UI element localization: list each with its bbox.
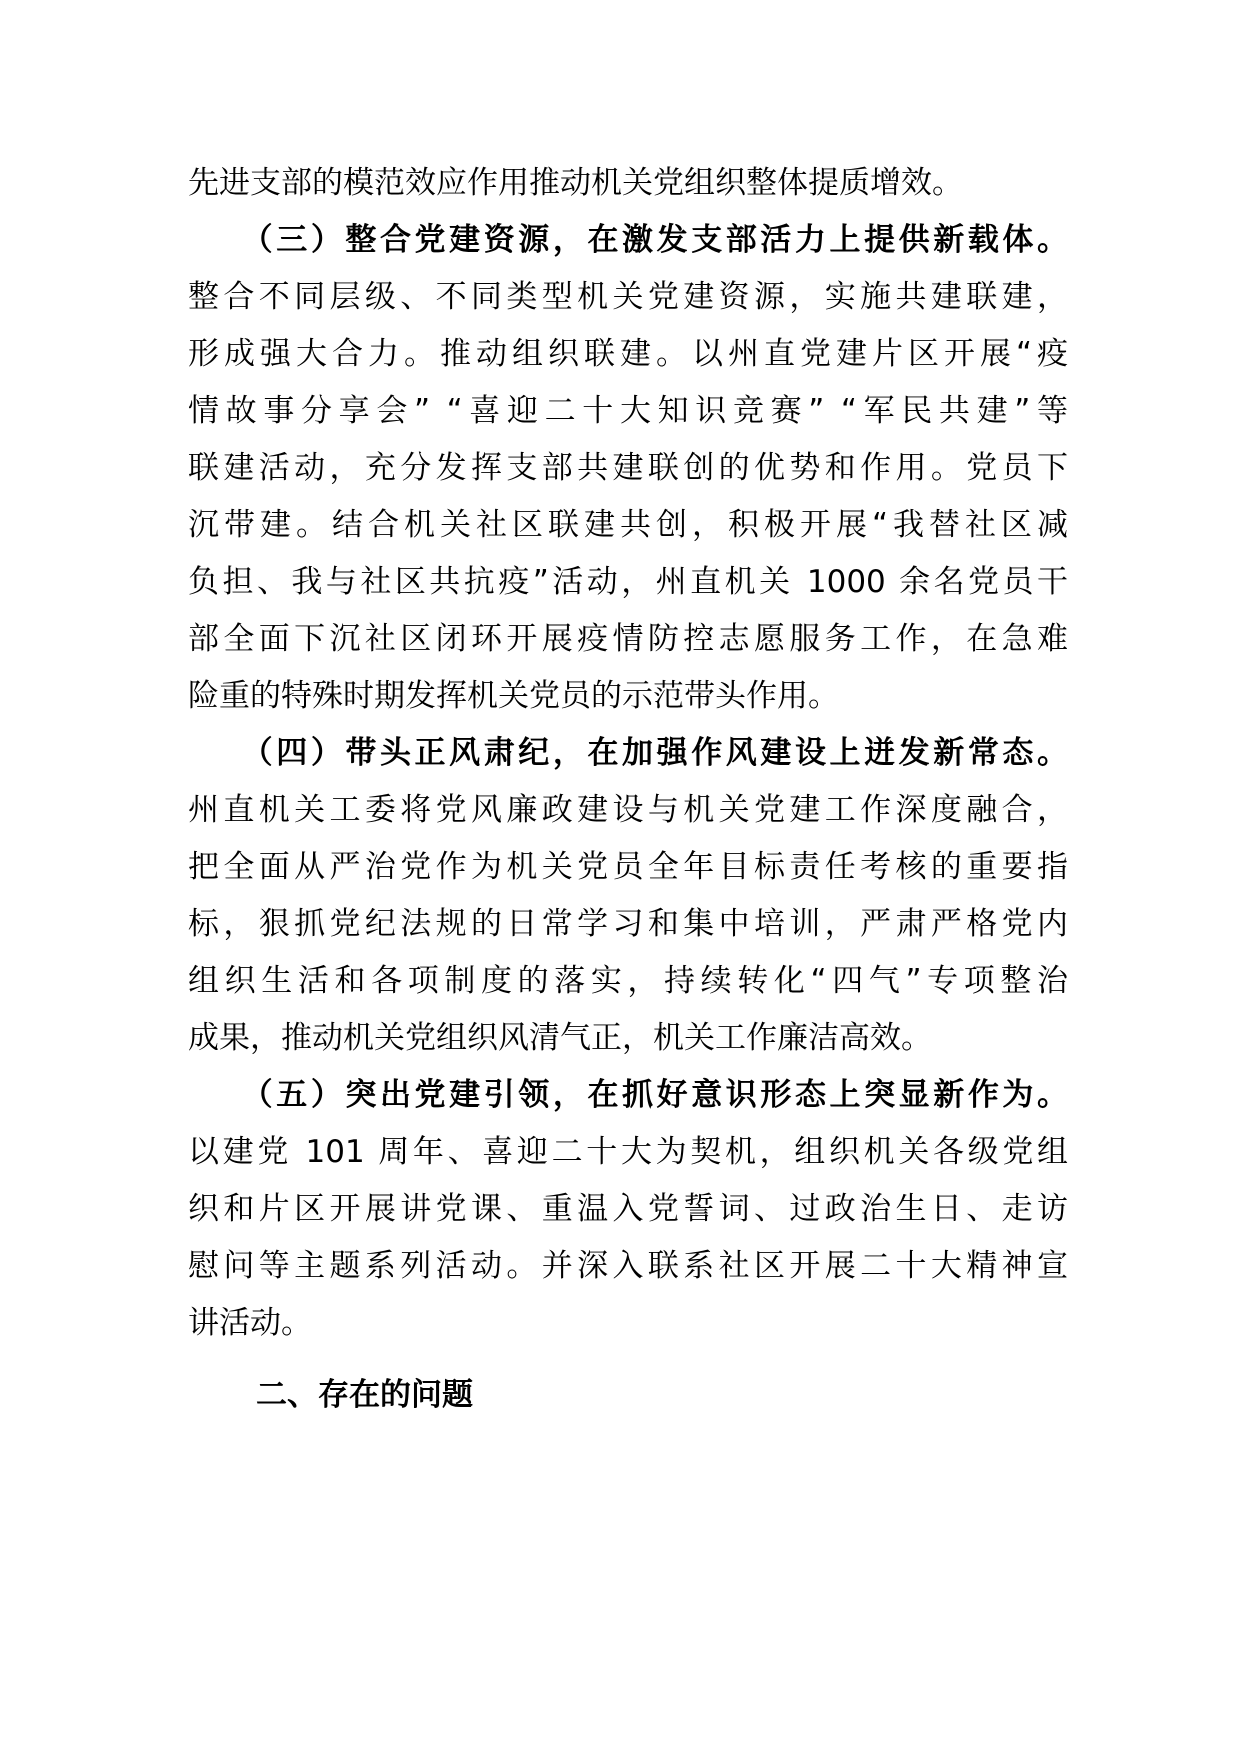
paragraph-line: 组织生活和各项制度的落实，持续转化“四气”专项整治 [188, 963, 1068, 999]
paragraph-line: 险重的特殊时期发挥机关党员的示范带头作用。 [188, 678, 839, 714]
paragraph-line: 沉带建。结合机关社区联建共创，积极开展“我替社区减 [188, 507, 1068, 543]
paragraph-line: 部全面下沉社区闭环开展疫情防控志愿服务工作，在急难 [188, 621, 1068, 657]
subheading-four: （四）带头正风肃纪，在加强作风建设上迸发新常态。 [188, 735, 1068, 771]
paragraph-line: 织和片区开展讲党课、重温入党誓词、过政治生日、走访 [188, 1191, 1068, 1227]
subheading-five: （五）突出党建引领，在抓好意识形态上突显新作为。 [188, 1077, 1068, 1113]
paragraph-line: 形成强大合力。推动组织联建。以州直党建片区开展“疫 [188, 336, 1068, 372]
paragraph-line: 把全面从严治党作为机关党员全年目标责任考核的重要指 [188, 849, 1068, 885]
section-heading: 二、存在的问题 [256, 1377, 473, 1413]
paragraph-line: 州直机关工委将党风廉政建设与机关党建工作深度融合， [188, 792, 1068, 828]
paragraph-line: 讲活动。 [188, 1305, 312, 1341]
paragraph-line: 成果，推动机关党组织风清气正，机关工作廉洁高效。 [188, 1020, 932, 1056]
paragraph-line: 慰问等主题系列活动。并深入联系社区开展二十大精神宣 [188, 1248, 1068, 1284]
paragraph-line: 标，狠抓党纪法规的日常学习和集中培训，严肃严格党内 [188, 906, 1068, 942]
paragraph-line: 以建党 101 周年、喜迎二十大为契机，组织机关各级党组 [188, 1134, 1068, 1170]
paragraph-line: 先进支部的模范效应作用推动机关党组织整体提质增效。 [188, 165, 963, 201]
paragraph-line: 情故事分享会” “喜迎二十大知识竞赛” “军民共建”等 [188, 393, 1068, 429]
paragraph-line: 负担、我与社区共抗疫”活动，州直机关 1000 余名党员干 [188, 564, 1068, 600]
subheading-three: （三）整合党建资源，在激发支部活力上提供新载体。 [188, 222, 1068, 258]
paragraph-line: 联建活动，充分发挥支部共建联创的优势和作用。党员下 [188, 450, 1068, 486]
paragraph-line: 整合不同层级、不同类型机关党建资源，实施共建联建， [188, 279, 1068, 315]
